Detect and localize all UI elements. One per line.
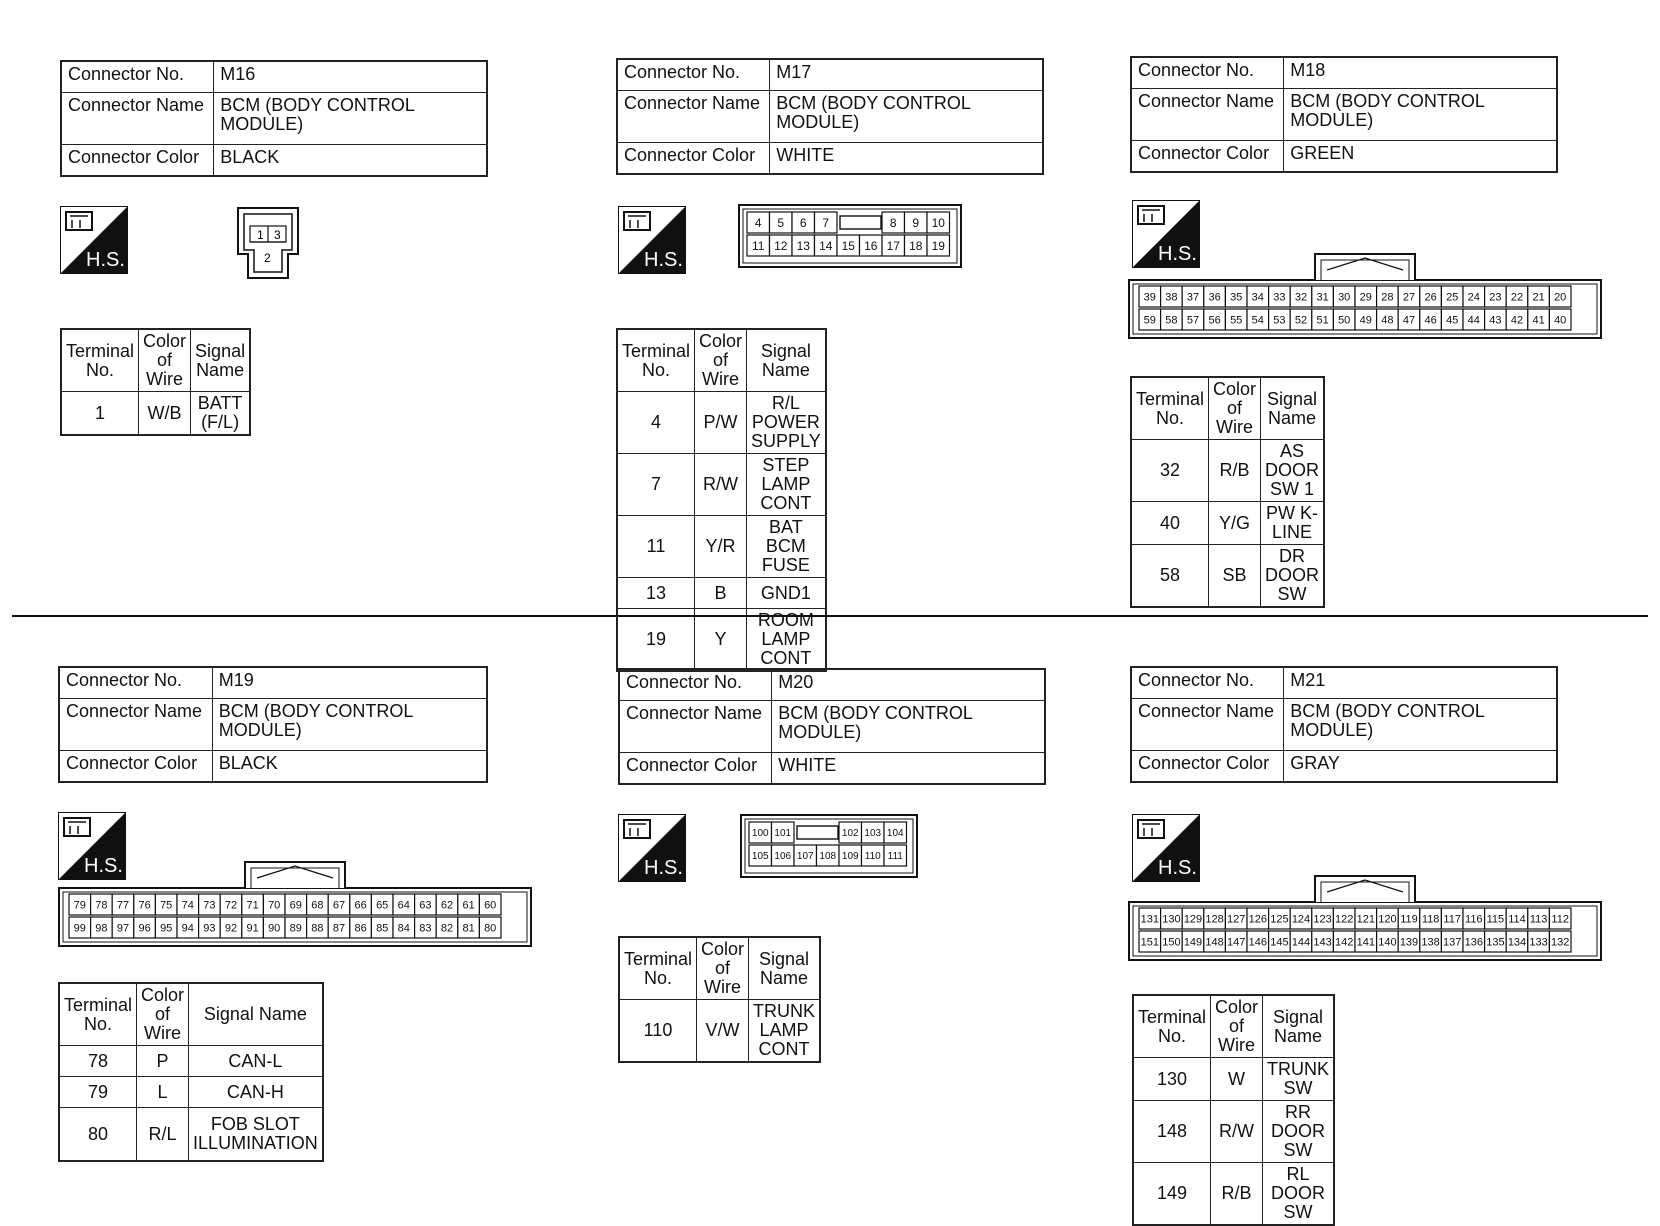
hs-label: H.S. <box>1158 857 1197 879</box>
pin-label: 64 <box>397 899 410 912</box>
table-row: 32 R/B AS DOOR SW 1 <box>1131 440 1324 502</box>
pin-label: 121 <box>1356 913 1375 926</box>
pin-label: 115 <box>1486 913 1505 926</box>
pin-label: 73 <box>203 899 216 912</box>
connector-name-label: Connector Name <box>1131 699 1284 751</box>
connector-color-value: GRAY <box>1284 751 1557 783</box>
connector-name-line1: BCM (BODY CONTROL <box>220 95 415 115</box>
connector-name-label: Connector Name <box>617 91 770 143</box>
connector-no-label: Connector No. <box>61 61 214 93</box>
connector-color-value: WHITE <box>770 143 1043 175</box>
connector-no-label: Connector No. <box>617 59 770 91</box>
pin-label: 69 <box>289 899 302 912</box>
pin-label: 21 <box>1532 291 1545 304</box>
connector-face-m16 <box>236 206 300 280</box>
signal-name-header: Signal Name <box>749 937 821 1000</box>
pin-label: 15 <box>841 238 855 253</box>
pin-label: 82 <box>440 922 454 935</box>
pin-label: 142 <box>1335 936 1354 949</box>
connector-info-table <box>58 666 488 783</box>
connector-name-label: Connector Name <box>1131 89 1284 141</box>
pin-label: 19 <box>931 238 945 253</box>
pin-label: 65 <box>376 899 389 912</box>
connector-name-value: BCM (BODY CONTROL MODULE) <box>212 699 487 751</box>
pin-label: 23 <box>1489 291 1502 304</box>
table-row: 149 R/B RL DOOR SW <box>1133 1163 1334 1226</box>
pin-label: 118 <box>1421 913 1440 926</box>
pin-label: 127 <box>1227 913 1246 926</box>
hs-label: H.S. <box>644 857 683 879</box>
pin-label: 28 <box>1381 291 1394 304</box>
pin-label: 93 <box>203 922 216 935</box>
pin-label: 33 <box>1273 291 1286 304</box>
terminal-table <box>616 328 827 672</box>
pin-label: 133 <box>1529 936 1548 949</box>
pin-label: 100 <box>751 828 769 840</box>
hs-label: H.S. <box>86 249 125 271</box>
pin-label: 52 <box>1294 314 1308 327</box>
table-row: 148 R/W RR DOOR SW <box>1133 1101 1334 1163</box>
signal-name-header: Signal Name <box>747 329 826 392</box>
connector-name-label: Connector Name <box>619 701 772 753</box>
hs-label: H.S. <box>84 855 123 877</box>
pin-label: 131 <box>1140 913 1159 926</box>
pin-label: 107 <box>796 851 814 863</box>
pin-label: 112 <box>1551 913 1569 926</box>
pin-label: 132 <box>1551 936 1570 949</box>
hs-label: H.S. <box>1158 243 1197 265</box>
pin-label: 98 <box>95 922 108 935</box>
pin-label: 134 <box>1507 936 1527 949</box>
pin-label: 62 <box>440 899 454 912</box>
connector-color-value: BLACK <box>212 751 487 783</box>
connector-color-value: GREEN <box>1284 141 1557 173</box>
pin-label: 117 <box>1443 913 1461 926</box>
table-row: 7 R/W STEP LAMP CONT <box>617 454 826 516</box>
pin-label: 49 <box>1359 314 1372 327</box>
harness-side-icon <box>618 206 686 274</box>
pin-label: 34 <box>1251 291 1264 304</box>
pin-label: 101 <box>774 828 792 840</box>
pin-label: 84 <box>397 922 410 935</box>
connector-info-table <box>616 58 1044 175</box>
connector-face-m21 <box>1128 874 1604 964</box>
pin-label: 56 <box>1208 314 1221 327</box>
signal-name-header: Signal Name <box>189 983 323 1046</box>
pin-label: 136 <box>1464 936 1483 949</box>
pin-label: 126 <box>1248 913 1267 926</box>
pin-label: 7 <box>822 215 830 230</box>
wire-color-header: Color of Wire <box>697 937 749 1000</box>
pin-label: 55 <box>1230 314 1243 327</box>
terminal-no-header: Terminal No. <box>617 329 695 392</box>
harness-side-icon <box>1132 814 1200 882</box>
connector-no-label: Connector No. <box>1131 667 1284 699</box>
pin-label: 80 <box>484 922 497 935</box>
pin-label: 81 <box>462 922 475 935</box>
pin-label: 9 <box>912 215 920 230</box>
pin-label: 53 <box>1273 314 1286 327</box>
pin-label: 146 <box>1248 936 1267 949</box>
connector-face-m19 <box>58 860 532 950</box>
pin-label: 27 <box>1402 291 1416 304</box>
connector-color-label: Connector Color <box>1131 751 1284 783</box>
pin-label: 50 <box>1338 314 1351 327</box>
signal-name-header: Signal Name <box>1263 995 1335 1058</box>
connector-info-table <box>1130 56 1558 173</box>
connector-color-label: Connector Color <box>61 145 214 177</box>
pin-label: 31 <box>1316 291 1329 304</box>
pin-label: 43 <box>1489 314 1502 327</box>
connector-color-value: BLACK <box>214 145 487 177</box>
pin-label: 35 <box>1230 291 1243 304</box>
pin-label: 17 <box>886 238 900 253</box>
pin-label: 137 <box>1443 936 1462 949</box>
pin-label: 139 <box>1399 936 1419 949</box>
section-divider <box>12 615 1648 617</box>
wire-color-header: Color of Wire <box>695 329 747 392</box>
terminal-no-header: Terminal No. <box>619 937 697 1000</box>
pin-label: 30 <box>1338 291 1351 304</box>
pin-label: 72 <box>224 899 238 912</box>
terminal-no-header: Terminal No. <box>1131 377 1209 440</box>
pin-label: 60 <box>484 899 497 912</box>
hs-label: H.S. <box>644 249 683 271</box>
connector-no-value: M21 <box>1284 667 1557 699</box>
pin-label: 58 <box>1165 314 1178 327</box>
pin-label: 114 <box>1508 913 1526 926</box>
table-row: 1 W/B BATT (F/L) <box>61 392 250 436</box>
pin-label: 108 <box>819 851 837 863</box>
connector-info-table <box>1130 666 1558 783</box>
connector-no-value: M18 <box>1284 57 1557 89</box>
pin-label: 32 <box>1294 291 1308 304</box>
table-row: 130 W TRUNK SW <box>1133 1058 1334 1101</box>
connector-face-m20 <box>740 814 918 878</box>
pin-label: 45 <box>1446 314 1459 327</box>
pin-label: 96 <box>138 922 151 935</box>
connector-name-line2: MODULE) <box>220 114 304 134</box>
pin-label: 61 <box>462 899 475 912</box>
terminal-no-header: Terminal No. <box>59 983 137 1046</box>
pin-label: 86 <box>354 922 367 935</box>
table-row: 79 L CAN-H <box>59 1077 323 1108</box>
pin-label: 105 <box>751 851 769 863</box>
pin-label: 39 <box>1143 291 1156 304</box>
pin-label: 10 <box>931 215 945 230</box>
signal-name-header: Signal Name <box>191 329 251 392</box>
terminal-table <box>58 982 324 1162</box>
pin-label: 20 <box>1554 291 1567 304</box>
connector-no-value: M17 <box>770 59 1043 91</box>
pin-label: 26 <box>1424 291 1437 304</box>
pin-label: 4 <box>754 215 762 230</box>
pin-label: 71 <box>246 899 259 912</box>
pin-label: 147 <box>1227 936 1246 949</box>
pin-label: 88 <box>311 922 324 935</box>
pin-label: 37 <box>1186 291 1200 304</box>
pin-label: 68 <box>311 899 324 912</box>
pin-label: 138 <box>1421 936 1440 949</box>
pin-label: 111 <box>887 851 903 863</box>
connector-name-value: BCM (BODY CONTROL MODULE) <box>770 91 1043 143</box>
wire-color-header: Color of Wire <box>1209 377 1261 440</box>
pin-label: 113 <box>1529 913 1548 926</box>
pin-label: 144 <box>1291 936 1311 949</box>
table-row: 4 P/W R/L POWER SUPPLY <box>617 392 826 454</box>
connector-no-value: M20 <box>772 669 1045 701</box>
pin-label: 103 <box>864 828 882 840</box>
harness-side-icon <box>60 206 128 274</box>
pin-label: 99 <box>73 922 86 935</box>
pin-label: 66 <box>354 899 367 912</box>
blank-slot <box>840 216 881 229</box>
pin-label: 29 <box>1359 291 1372 304</box>
connector-face-m18 <box>1128 252 1604 342</box>
pin-label: 78 <box>95 899 108 912</box>
signal-name-header: Signal Name <box>1261 377 1325 440</box>
terminal-table <box>60 328 251 436</box>
wire-color-header: Color of Wire <box>137 983 189 1046</box>
wire-color-header: Color of Wire <box>139 329 191 392</box>
pin-label: 128 <box>1205 913 1224 926</box>
pin-label: 87 <box>332 922 346 935</box>
connector-color-label: Connector Color <box>59 751 212 783</box>
terminal-no-header: Terminal No. <box>61 329 139 392</box>
connector-info-table <box>618 668 1046 785</box>
pin-label: 14 <box>819 238 833 253</box>
connector-no-label: Connector No. <box>619 669 772 701</box>
pin-label: 54 <box>1251 314 1264 327</box>
pin-label: 46 <box>1424 314 1437 327</box>
connector-name-label: Connector Name <box>59 699 212 751</box>
pin-label: 36 <box>1208 291 1221 304</box>
table-row: 58 SB DR DOOR SW <box>1131 545 1324 608</box>
pin-label: 59 <box>1143 314 1156 327</box>
pin-label: 75 <box>160 899 173 912</box>
table-row: 110 V/W TRUNK LAMP CONT <box>619 1000 820 1063</box>
pin-label: 77 <box>116 899 130 912</box>
connector-name-value: BCM (BODY CONTROL MODULE) <box>772 701 1045 753</box>
pin-label: 85 <box>376 922 389 935</box>
connector-color-label: Connector Color <box>1131 141 1284 173</box>
pin-label: 63 <box>419 899 432 912</box>
pin-label: 40 <box>1554 314 1567 327</box>
table-row: 19 Y ROOM LAMP CONT <box>617 609 826 672</box>
pin-label: 6 <box>799 215 807 230</box>
connector-no-label: Connector No. <box>59 667 212 699</box>
pin-label: 140 <box>1378 936 1397 949</box>
pin-label: 25 <box>1446 291 1459 304</box>
pin-label: 145 <box>1270 936 1289 949</box>
pin-label: 13 <box>796 238 810 253</box>
table-row: 13 B GND1 <box>617 578 826 609</box>
blank-slot <box>797 826 838 839</box>
pin-label: 143 <box>1313 936 1332 949</box>
pin-label: 44 <box>1467 314 1480 327</box>
pin-label: 110 <box>864 851 881 863</box>
connector-no-value: M19 <box>212 667 487 699</box>
pin-label: 92 <box>224 922 238 935</box>
terminal-table <box>1130 376 1325 608</box>
pin-label: 106 <box>774 851 792 863</box>
pin-label: 16 <box>864 238 878 253</box>
table-row: 80 R/L FOB SLOT ILLUMINATION <box>59 1108 323 1162</box>
pin-label: 91 <box>246 922 259 935</box>
pin-label: 141 <box>1356 936 1375 949</box>
pin-label: 42 <box>1510 314 1524 327</box>
pin-label: 18 <box>909 238 923 253</box>
pin-label: 104 <box>886 828 904 840</box>
harness-side-icon <box>618 814 686 882</box>
table-row: 78 P CAN-L <box>59 1046 323 1077</box>
pin-label: 129 <box>1183 913 1203 926</box>
terminal-no-header: Terminal No. <box>1133 995 1211 1058</box>
pin-label: 124 <box>1291 913 1311 926</box>
connector-color-label: Connector Color <box>617 143 770 175</box>
pin-label: 119 <box>1400 913 1418 926</box>
terminal-table <box>1132 994 1335 1226</box>
terminal-table <box>618 936 821 1063</box>
pin-label: 3 <box>274 228 281 242</box>
pin-label: 97 <box>116 922 130 935</box>
pin-label: 149 <box>1183 936 1203 949</box>
pin-label: 125 <box>1270 913 1289 926</box>
pin-label: 47 <box>1402 314 1416 327</box>
pin-label: 41 <box>1532 314 1545 327</box>
pin-label: 89 <box>289 922 302 935</box>
pin-label: 74 <box>181 899 194 912</box>
pin-label: 12 <box>774 238 788 253</box>
pin-label: 148 <box>1205 936 1224 949</box>
connector-name-value: BCM (BODY CONTROL MODULE) <box>1284 699 1557 751</box>
pin-label: 2 <box>264 251 271 265</box>
pin-label: 5 <box>777 215 785 230</box>
pin-label: 38 <box>1165 291 1178 304</box>
pin-label: 120 <box>1378 913 1397 926</box>
connector-name-value <box>214 93 487 145</box>
connector-name-label: Connector Name <box>61 93 214 145</box>
pin-label: 79 <box>73 899 86 912</box>
pin-label: 102 <box>841 828 859 840</box>
connector-name-value: BCM (BODY CONTROL MODULE) <box>1284 89 1557 141</box>
pin-label: 22 <box>1510 291 1524 304</box>
wire-color-header: Color of Wire <box>1211 995 1263 1058</box>
pin-label: 48 <box>1381 314 1394 327</box>
pin-label: 1 <box>257 228 264 242</box>
pin-label: 11 <box>752 238 765 253</box>
pin-label: 51 <box>1316 314 1329 327</box>
connector-no-value: M16 <box>214 61 487 93</box>
table-row: 40 Y/G PW K-LINE <box>1131 502 1324 545</box>
pin-label: 83 <box>419 922 432 935</box>
pin-label: 57 <box>1186 314 1200 327</box>
pin-label: 122 <box>1335 913 1354 926</box>
connector-color-value: WHITE <box>772 753 1045 785</box>
pin-label: 135 <box>1486 936 1505 949</box>
pin-label: 116 <box>1465 913 1483 926</box>
pin-label: 70 <box>268 899 281 912</box>
pin-label: 90 <box>268 922 281 935</box>
pin-label: 24 <box>1467 291 1480 304</box>
connector-face-m17 <box>738 204 962 268</box>
pin-label: 130 <box>1162 913 1181 926</box>
pin-label: 94 <box>181 922 194 935</box>
pin-label: 151 <box>1140 936 1159 949</box>
pin-label: 123 <box>1313 913 1332 926</box>
connector-no-label: Connector No. <box>1131 57 1284 89</box>
pin-label: 76 <box>138 899 151 912</box>
pin-label: 67 <box>332 899 346 912</box>
pin-label: 109 <box>841 851 859 863</box>
table-row: 11 Y/R BAT BCM FUSE <box>617 516 826 578</box>
connector-color-label: Connector Color <box>619 753 772 785</box>
pin-label: 95 <box>160 922 173 935</box>
pin-label: 150 <box>1162 936 1181 949</box>
connector-info-table <box>60 60 488 177</box>
pin-label: 8 <box>889 215 897 230</box>
